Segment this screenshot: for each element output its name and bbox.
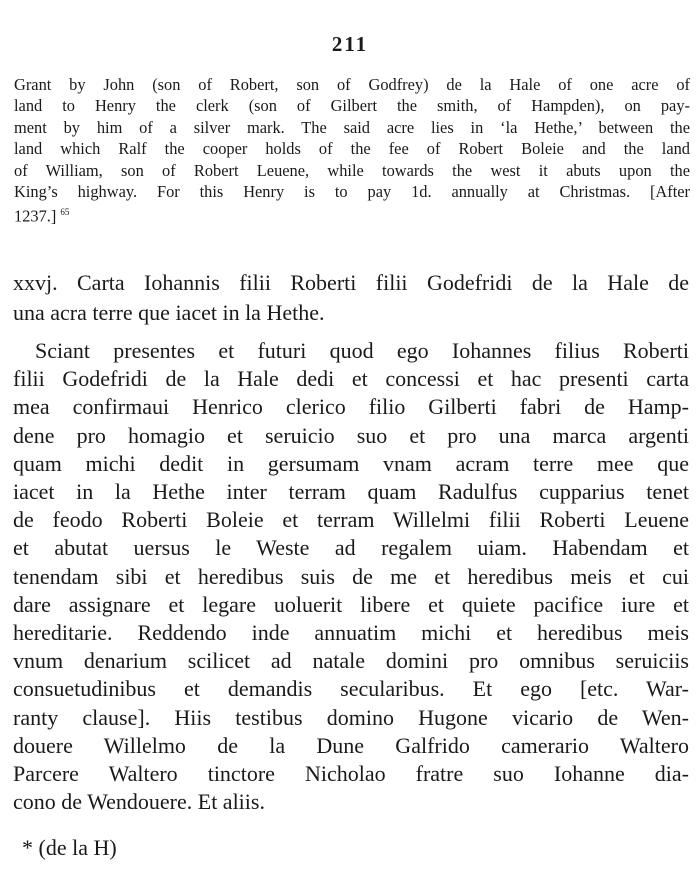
charter-line: iacet in la Hethe inter terram quam Radulfus cupparius tenet [13, 479, 689, 505]
charter-text [13, 337, 689, 816]
summary-line-last [14, 202, 690, 227]
charter-line: filii Godefridi de la Hale dedi et concessi et hac presenti carta [13, 366, 689, 392]
charter-line: ranty clause]. Hiis testibus domino Hugone vicario de Wen- [13, 704, 689, 730]
charter-line: dare assignare et legare uoluerit libere et quiete pacifice iure et [13, 591, 689, 617]
english-summary [14, 74, 690, 227]
charter-line: douere Willelmo de la Dune Galfrido camerario Waltero [13, 732, 689, 758]
summary-line: ment by him of a silver mark. The said acre lies in ‘la Hethe,’ between the [14, 117, 690, 137]
summary-line: King’s highway. For this Henry is to pay 1d. annually at Christmas. [After [14, 182, 690, 202]
charter-line: dene pro homagio et seruicio suo et pro una marca argenti [13, 422, 689, 448]
charter-line: hereditarie. Reddendo inde annuatim michi et heredibus meis [13, 620, 689, 646]
charter-title [13, 268, 689, 328]
charter-line: Parcere Waltero tinctore Nicholao fratre suo Iohanne dia- [13, 761, 689, 787]
charter-line: vnum denarium scilicet ad natale domini pro omnibus seruiciis [13, 648, 689, 674]
page-number: 211 [331, 32, 369, 56]
charter-line: cono de Wendouere. Et aliis. [13, 789, 265, 815]
charter-line: de feodo Roberti Boleie et terram Willelmi filii Roberti Leuene [13, 507, 689, 533]
summary-line: land to Henry the clerk (son of Gilbert the smith, of Hampden), on pay- [14, 96, 690, 116]
charter-title-line: xxvj. Carta Iohannis filii Roberti filii Godefridi de la Hale de [13, 270, 689, 295]
charter-line: et abutat uersus le Weste ad regalem uiam. Habendam et [13, 535, 689, 561]
marginal-note: * (de la H) [22, 835, 117, 860]
charter-line: consuetudinibus et demandis secularibus. Et ego [etc. War- [13, 676, 689, 702]
summary-line: Grant by John (son of Robert, son of Godfrey) de la Hale of one acre of [14, 75, 690, 94]
charter-line: mea confirmaui Henrico clerico filio Gilberti fabri de Hamp- [13, 394, 689, 420]
summary-line: land which Ralf the cooper holds of the fee of Robert Boleie and the land [14, 139, 690, 159]
charter-title-line: una acra terre que iacet in la Hethe. [13, 300, 325, 325]
summary-date: 1237.] [14, 206, 57, 226]
summary-line: of William, son of Robert Leuene, while towards the west it abuts upon the [14, 160, 690, 180]
charter-line: Sciant presentes et futuri quod ego Iohannes filius Roberti [35, 338, 689, 363]
charter-line: quam michi dedit in gersumam vnam acram terre mee que [13, 450, 689, 476]
footnote-reference: 65 [60, 207, 70, 218]
charter-line: tenendam sibi et heredibus suis de me et heredibus meis et cui [13, 563, 689, 589]
